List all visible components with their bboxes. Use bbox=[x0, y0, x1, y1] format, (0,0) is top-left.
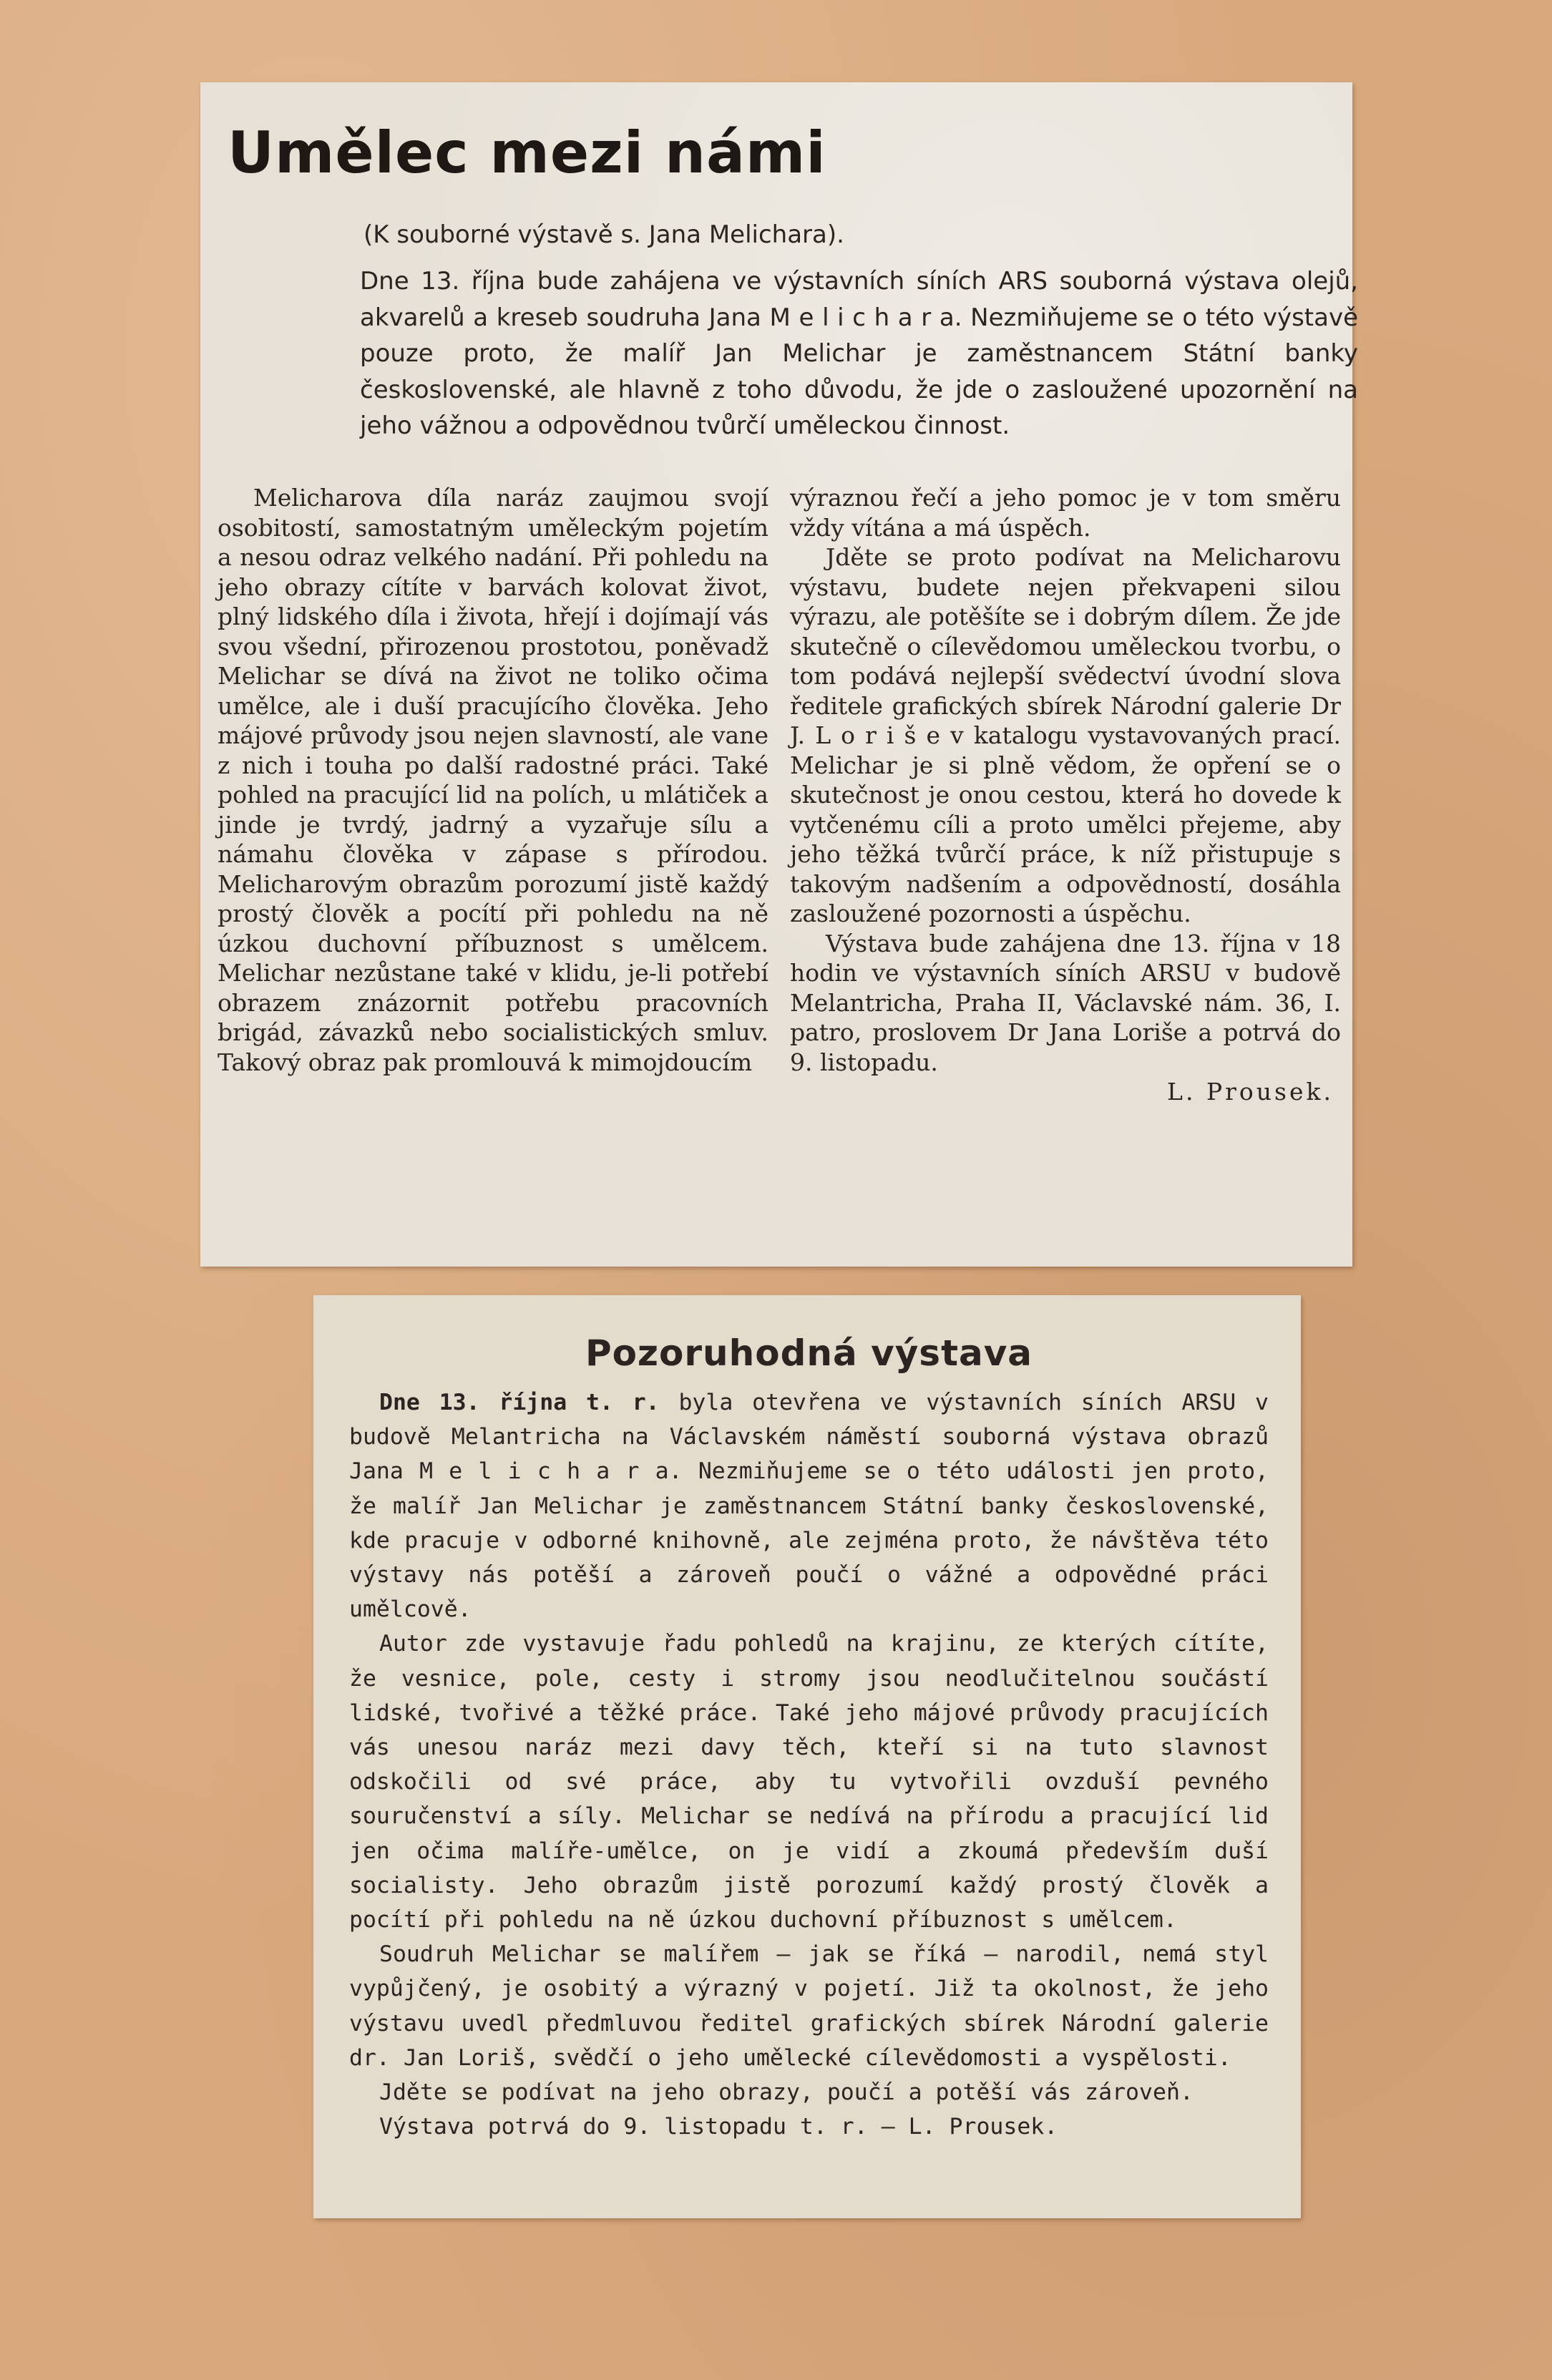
paragraph: výraznou řečí a jeho pomoc je v tom směru vždy vítána a má úspěch. bbox=[790, 484, 1341, 542]
newspaper-clipping-1 bbox=[200, 82, 1358, 1267]
paragraph: Jděte se proto podívat na Melicharovu výstavu, budete nejen překvapeni silou výrazu, ale potěšíte se i dobrým dílem. Že jde skutečně o cílevědomou uměleckou tvorbu, o tom podává nejlepší svědectví úvodní slova ředitele grafických sbírek Národní galerie Dr J. L o r i š e v katalogu vystavovaných prací. Melichar je si plně vědom, že opření se o skutečnost je onou cestou, která ho dovede k vytčenému cíli a proto umělci přejeme, aby jeho těžká tvůrčí práce, k níž přistupuje s takovým nadšením a odpovědností, dosáhla zasloužené pozornosti a úspěchu. bbox=[790, 543, 1341, 927]
column-right bbox=[790, 483, 1341, 1107]
paragraph: Autor zde vystavuje řadu pohledů na krajinu, ze kterých cítíte, že vesnice, pole, cesty i stromy jsou neodlučitelnou součástí lidské, tvořivé a těžké práce. Také jeho májové průvody pracujících vás unesou naráz mezi davy těch, kteří si na tuto slavnost odskočili od své práce, aby tu vytvořili ovzduší pevného souručenství a síly. Melichar se nedívá na přírodu a pracující lid jen očima malíře-umělce, on je vidí a zkoumá především duší socialisty. Jeho obrazům jistě porozumí každý prostý člověk a pocítí při pohledu na ně úzkou duchovní příbuznost s umělcem. bbox=[349, 1631, 1269, 1933]
article-title: Pozoruhodná výstava bbox=[585, 1332, 1033, 1374]
date-lead: Dne 13. října t. r. bbox=[379, 1390, 660, 1415]
paragraph: Melicharova díla naráz zaujmou svojí osobitostí, samostatným uměleckým pojetím a nesou odraz velkého nadání. Při pohledu na jeho obrazy cítíte v barvách kolovat život, plný lidského díla i života, hřejí i dojímají vás svou všední, přirozenou prostotou, poněvadž Melichar se dívá na život ne toliko očima umělce, ale i duší pracujícího člověka. Jeho májové průvody jsou nejen slavností, ale vane z nich i touha po další radostné práci. Také pohled na pracující lid na polích, u mlátiček a jinde je tvrdý, jadrný a vyzařuje sílu a námahu člověka v zápase s přírodou. Melicharovým obrazům porozumí jistě každý prostý člověk a pocítí při pohledu na ně úzkou duchovní příbuznost s umělcem. Melichar nezůstane také v klidu, je-li potřebí obrazem znázornit potřebu pracovních brigád, závazků nebo socialistických smluv. Takový obraz pak promlouvá k mimojdoucím bbox=[218, 484, 768, 1076]
article-body bbox=[349, 1385, 1269, 2144]
paragraph-text: byla otevřena ve výstavních síních ARSU v budově Melantricha na Václavském náměstí souborná výstava obrazů Jana M e l i c h a r a. Nezmiňujeme se o této události jen proto, že malíř Jan Melichar je zaměstnancem Státní banky československé, kde pracuje v odborné knihovně, ale zejména proto, že návštěva této výstavy nás potěší a zároveň poučí o vážné a odpovědné práci umělcově. bbox=[349, 1390, 1269, 1623]
article-lead: Dne 13. října bude zahájena ve výstavních síních ARS souborná výstava olejů, akvarelů a kreseb soudruha Jana M e l i c h a r a. Nezmiňujeme se o této výstavě pouze proto, že malíř Jan Melichar je zaměstnancem Státní banky československé, ale hlavně z toho důvodu, že jde o zasloužené upozornění na jeho vážnou a odpovědnou tvůrčí uměleckou činnost. bbox=[360, 267, 1358, 440]
article-subtitle: (K souborné výstavě s. Jana Melichara). bbox=[363, 220, 844, 249]
column-left bbox=[218, 483, 768, 1107]
author-signature: L. Prousek. bbox=[1167, 1078, 1334, 1106]
article-columns bbox=[218, 483, 1348, 1107]
closing-line: Výstava potrvá do 9. listopadu t. r. — L. Prousek. bbox=[379, 2114, 1058, 2140]
newspaper-clipping-2 bbox=[313, 1295, 1301, 2218]
paragraph: Jděte se podívat na jeho obrazy, poučí a potěší vás zároveň. bbox=[379, 2079, 1194, 2106]
paragraph: Výstava bude zahájena dne 13. října v 18 hodin ve výstavních síních ARSU v budově Melantricha, Praha II, Václavské nám. 36, I. patro, proslovem Dr Jana Loriše a potrvá do 9. listopadu. bbox=[790, 929, 1341, 1076]
paragraph bbox=[349, 1385, 1269, 1627]
article-title: Umělec mezi námi bbox=[228, 120, 826, 186]
paragraph: Soudruh Melichar se malířem — jak se říká — narodil, nemá styl vypůjčený, je osobitý a výrazný v pojetí. Již ta okolnost, že jeho výstavu uvedl předmluvou ředitel grafických sbírek Národní galerie dr. Jan Loriš, svědčí o jeho umělecké cílevědomosti a vyspělosti. bbox=[349, 1941, 1269, 2071]
